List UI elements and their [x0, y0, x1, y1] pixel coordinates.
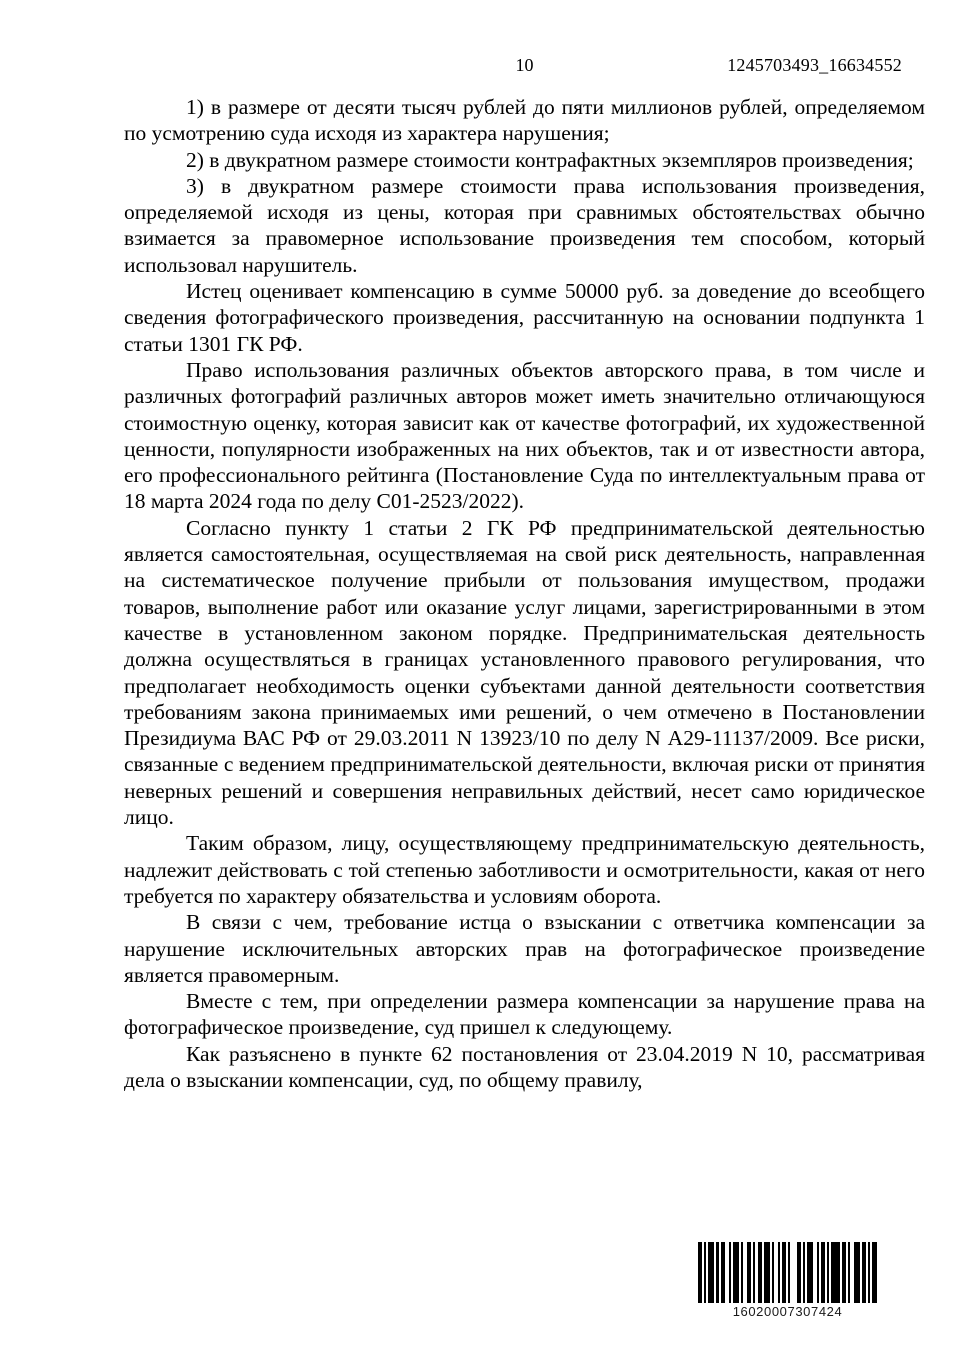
paragraph: В связи с чем, требование истца о взыскании с ответчика компенсации за нарушение исключительных авторских прав на фотографическое произведение является правомерным. [124, 910, 925, 987]
paragraph: Согласно пункту 1 статьи 2 ГК РФ предпринимательской деятельностью является самостоятельная, осуществляемая на свой риск деятельность, направленная на систематическое получение прибыли от пользования имуществом, продажи товаров, выполнение работ или оказание услуг лицами, зарегистрированными в этом качестве в установленном законом порядке. Предпринимательская деятельность должна осуществляться в границах установленного правового регулирования, что предполагает необходимость оценки субъектами данной деятельности соответствия требованиям закона принимаемых ими решений, о чем отмечено в Постановлении Президиума ВАС РФ от 29.03.2011 N 13923/10 по делу N А29-11137/2009. Все риски, связанные с ведением предпринимательской деятельности, включая риски от принятия неверных решений и совершения неправильных действий, несет само юридическое лицо. [124, 515, 925, 830]
barcode-block [698, 1242, 877, 1319]
paragraph: Таким образом, лицу, осуществляющему предпринимательскую деятельность, надлежит действовать с той степенью заботливости и осмотрительности, какая от него требуется по характеру обязательства и условиям оборота. [124, 831, 925, 908]
barcode-icon [698, 1242, 877, 1303]
barcode-number: 16020007307424 [732, 1304, 843, 1319]
paragraph: Как разъяснено в пункте 62 постановления от 23.04.2019 N 10, рассматривая дела о взыскании компенсации, суд, по общему правилу, [124, 1041, 925, 1092]
document-body [124, 94, 925, 1093]
paragraph: Вместе с тем, при определении размера компенсации за нарушение права на фотографическое произведение, суд пришел к следующему. [124, 989, 925, 1040]
paragraph: 1) в размере от десяти тысяч рублей до пяти миллионов рублей, определяемом по усмотрению суда исходя из характера нарушения; [124, 95, 925, 146]
paragraph: Истец оценивает компенсацию в сумме 50000 руб. за доведение до всеобщего сведения фотографического произведения, рассчитанную на основании подпункта 1 статьи 1301 ГК РФ. [124, 279, 925, 356]
document-id: 1245703493_16634552 [727, 55, 902, 75]
page-header [124, 55, 925, 79]
page-number: 10 [515, 55, 534, 75]
paragraph: 2) в двукратном размере стоимости контрафактных экземпляров произведения; [186, 147, 914, 172]
paragraph: 3) в двукратном размере стоимости права использования произведения, определяемой исходя из цены, которая при сравнимых обстоятельствах обычно взимается за правомерное использование произведения тем способом, который использовал нарушитель. [124, 173, 925, 277]
paragraph: Право использования различных объектов авторского права, в том числе и различных фотографий различных авторов может иметь значительно отличающуюся стоимостную оценку, которая зависит как от качестве фотографий, их художественной ценности, популярности изображенных на них объектов, так и от известности автора, его профессионального рейтинга (Постановление Суда по интеллектуальным права от 18 марта 2024 года по делу С01-2523/2022). [124, 357, 925, 514]
